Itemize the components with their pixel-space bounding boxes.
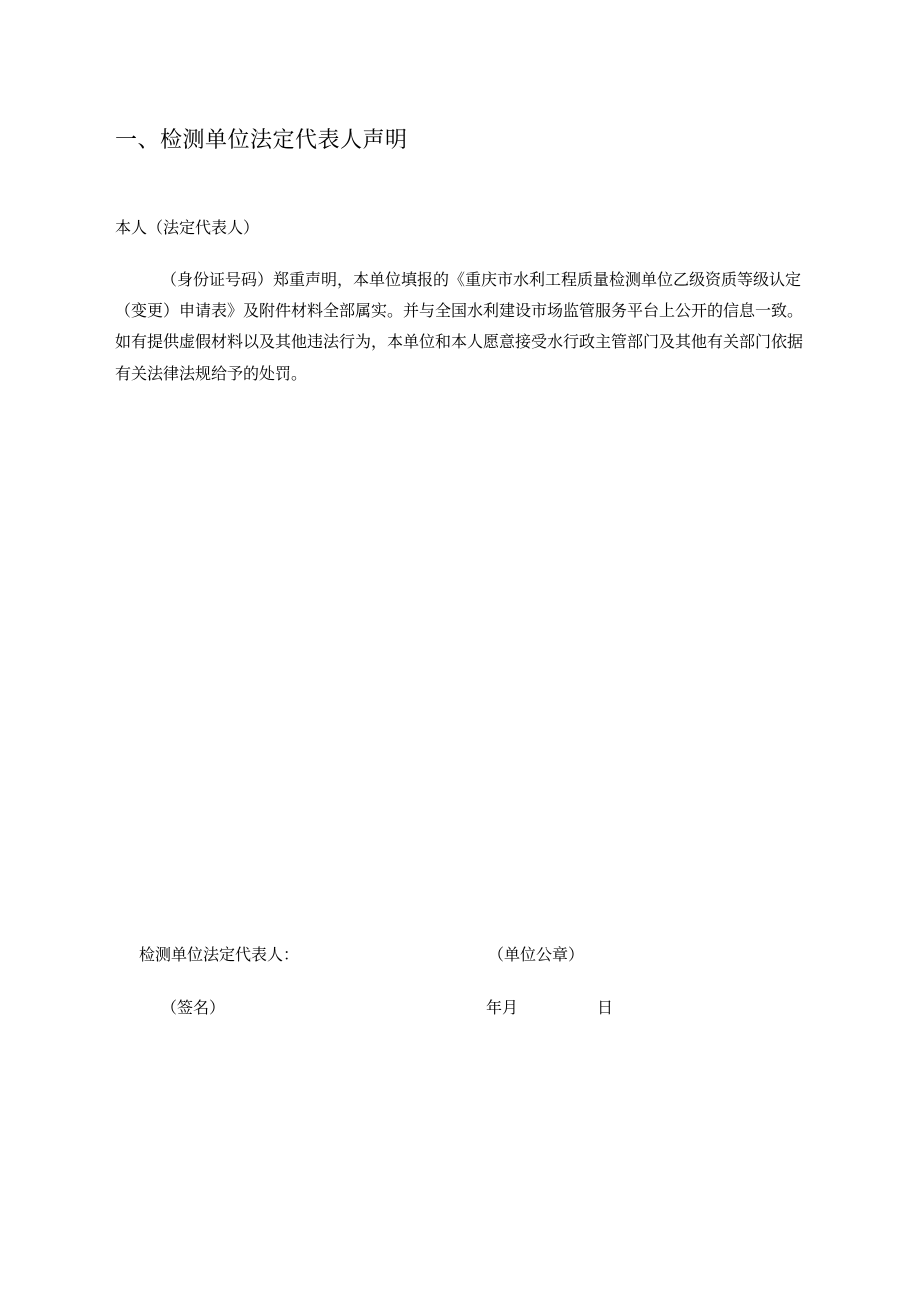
representative-label: 检测单位法定代表人： bbox=[139, 945, 300, 964]
statement-line-4: 有关法律法规给予的处罚。 bbox=[115, 364, 308, 383]
day-label: 日 bbox=[597, 998, 614, 1017]
page-title: 一、检测单位法定代表人声明 bbox=[115, 128, 408, 153]
statement-line-3: 如有提供虚假材料以及其他违法行为，本单位和本人愿意接受水行政主管部门及其他有关部门依据 bbox=[115, 332, 804, 351]
statement-line-2: （变更）申请表》及附件材料全部属实。并与全国水利建设市场监管服务平台上公开的信息一致。 bbox=[115, 301, 804, 320]
seal-label: （单位公章） bbox=[488, 945, 585, 964]
sign-label: （签名） bbox=[161, 998, 226, 1017]
declarant-line: 本人（法定代表人） bbox=[115, 218, 260, 237]
statement-line-1: （身份证号码）郑重声明，本单位填报的《重庆市水利工程质量检测单位乙级资质等级认定 bbox=[161, 270, 802, 289]
year-month-label: 年月 bbox=[486, 998, 519, 1017]
